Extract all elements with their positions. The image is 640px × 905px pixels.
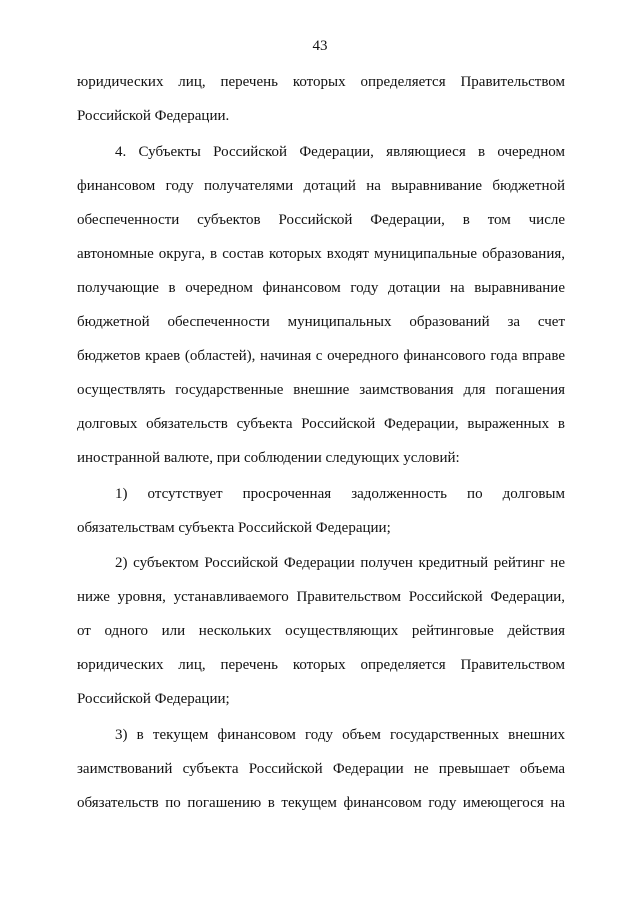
text-line: заимствований субъекта Российской Федерации не превышает объема [77,761,565,777]
text-line: получающие в очередном финансовом году дотации на выравнивание [77,280,565,296]
list-item-line: 2) субъектом Российской Федерации получен кредитный рейтинг не [115,555,565,571]
text-line: обязательствам субъекта Российской Федерации; [77,520,391,536]
text-line: долговых обязательств субъекта Российской Федерации, выраженных в [77,416,565,432]
text-line: юридических лиц, перечень которых определяется Правительством [77,74,565,90]
text-line: Российской Федерации. [77,108,230,124]
text-line: от одного или нескольких осуществляющих рейтинговые действия [77,623,565,639]
text-line: осуществлять государственные внешние заимствования для погашения [77,382,565,398]
text-line: Российской Федерации; [77,691,230,707]
text-line: ниже уровня, устанавливаемого Правительством Российской Федерации, [77,589,565,605]
text-line: автономные округа, в состав которых входят муниципальные образования, [77,246,565,262]
text-line: финансовом году получателями дотаций на выравнивание бюджетной [77,178,565,194]
text-line: обязательств по погашению в текущем финансовом году имеющегося на [77,795,565,811]
list-item-line: 3) в текущем финансовом году объем государственных внешних [115,727,565,743]
text-line: обеспеченности субъектов Российской Федерации, в том числе [77,212,565,228]
text-line: бюджетов краев (областей), начиная с очередного финансового года вправе [77,348,565,364]
page-number: 43 [312,38,328,54]
text-line: иностранной валюте, при соблюдении следующих условий: [77,450,460,466]
paragraph-start-line: 4. Субъекты Российской Федерации, являющиеся в очередном [115,144,565,160]
text-line: бюджетной обеспеченности муниципальных образований за счет [77,314,565,330]
text-line: юридических лиц, перечень которых определяется Правительством [77,657,565,673]
list-item-line: 1) отсутствует просроченная задолженность по долговым [115,486,565,502]
